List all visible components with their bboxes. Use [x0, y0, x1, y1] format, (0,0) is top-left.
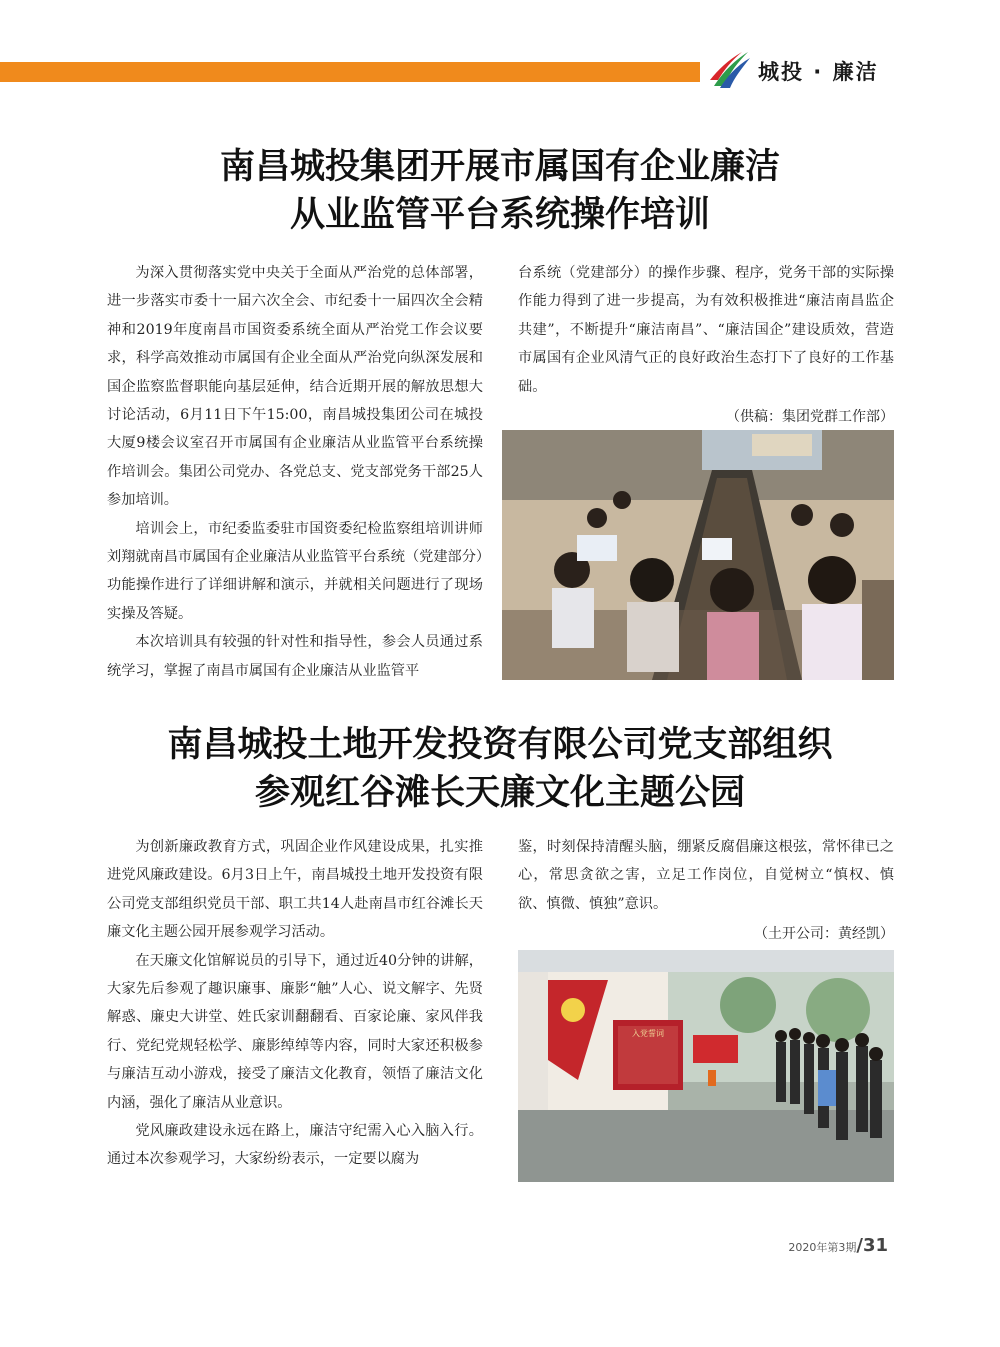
issue-label: 2020年第3期 [788, 1241, 857, 1254]
article2-left-column [107, 833, 483, 1174]
article2-paragraph: 党风廉政建设永远在路上，廉洁守纪需入心入脑入行。通过本次参观学习，大家纷纷表示，一定要以腐为 [107, 1123, 483, 1168]
page-number: /31 [856, 1235, 888, 1256]
article1-paragraph: 培训会上，市纪委监委驻市国资委纪检监察组培训讲师刘翔就南昌市属国有企业廉洁从业监管平台系统（党建部分）功能操作进行了详细讲解和演示，并就相关问题进行了现场实操及答疑。 [107, 520, 483, 622]
article2-title [0, 721, 1000, 817]
article2-title-line2: 参观红谷滩长天廉文化主题公园 [254, 773, 745, 813]
article1-left-column [107, 259, 483, 685]
article1-paragraph: 为深入贯彻落实党中央关于全面从严治党的总体部署，进一步落实市委十一届六次全会、市纪委十一届四次全会精神和2019年度南昌市国资委系统全面从严治党工作会议要求，科学高效推动市属国有企业全面从严治党向纵深发展和国企监察监督职能向基层延伸，结合近期开展的解放思想大讨论活动，6月11日下午15:00，南昌城投集团公司在城投大厦9楼会议室召开市属国有企业廉洁从业监管平台系统操作培训会。集团公司党办、各党总支、党支部党务干部25人参加培训。 [107, 265, 483, 509]
article2-right-column [518, 833, 894, 949]
article1-credit: （供稿：集团党群工作部） [726, 409, 894, 426]
article1-right-column [518, 259, 894, 431]
training-meeting-photo [502, 430, 894, 680]
park-visit-photo [518, 950, 894, 1182]
article1-title-line2: 从业监管平台系统操作培训 [289, 195, 710, 235]
page-footer [788, 1235, 888, 1256]
article2-paragraph: 为创新廉政教育方式，巩固企业作风建设成果，扎实推进党风廉政建设。6月3日上午，南昌城投土地开发投资有限公司党支部组织党员干部、职工共14人赴南昌市红谷滩长天廉文化主题公园开展参观学习活动。 [107, 839, 483, 941]
article1-title-line1: 南昌城投集团开展市属国有企业廉洁 [219, 147, 780, 187]
section-label: 城投 · 廉洁 [758, 60, 879, 84]
header-accent-bar [0, 62, 700, 82]
article2-paragraph: 在天廉文化馆解说员的引导下，通过近40分钟的讲解，大家先后参观了趣识廉事、廉影“触”人心、说文解字、先贤解惑、廉史大讲堂、姓氏家训翻翻看、百家论廉、家风伴我行、党纪党规轻松学、廉影绰绰等内容，同时大家还积极参与廉洁互动小游戏，接受了廉洁文化教育，领悟了廉洁文化内涵，强化了廉洁从业意识。 [107, 952, 483, 1111]
oath-sign-title: 入党誓词 [632, 1029, 664, 1038]
article1-title [0, 143, 1000, 239]
article2-paragraph-continued: 鉴，时刻保持清醒头脑，绷紧反腐倡廉这根弦，常怀律已之心，常思贪欲之害，立足工作岗位，自觉树立“慎权、慎欲、慎微、慎独”意识。 [518, 839, 894, 912]
article1-paragraph: 本次培训具有较强的针对性和指导性，参会人员通过系统学习，掌握了南昌市属国有企业廉洁从业监管平 [107, 634, 483, 679]
article1-paragraph-continued: 台系统（党建部分）的操作步骤、程序，党务干部的实际操作能力得到了进一步提高，为有效积极推进“廉洁南昌监企共建”，不断提升“廉洁南昌”、“廉洁国企”建设质效，营造市属国有企业风清气正的良好政治生态打下了良好的工作基础。 [518, 265, 894, 395]
company-logo-icon [708, 46, 752, 90]
article2-title-line1: 南昌城投土地开发投资有限公司党支部组织 [167, 725, 833, 765]
article2-credit: （土开公司：黄经凯） [754, 926, 894, 943]
